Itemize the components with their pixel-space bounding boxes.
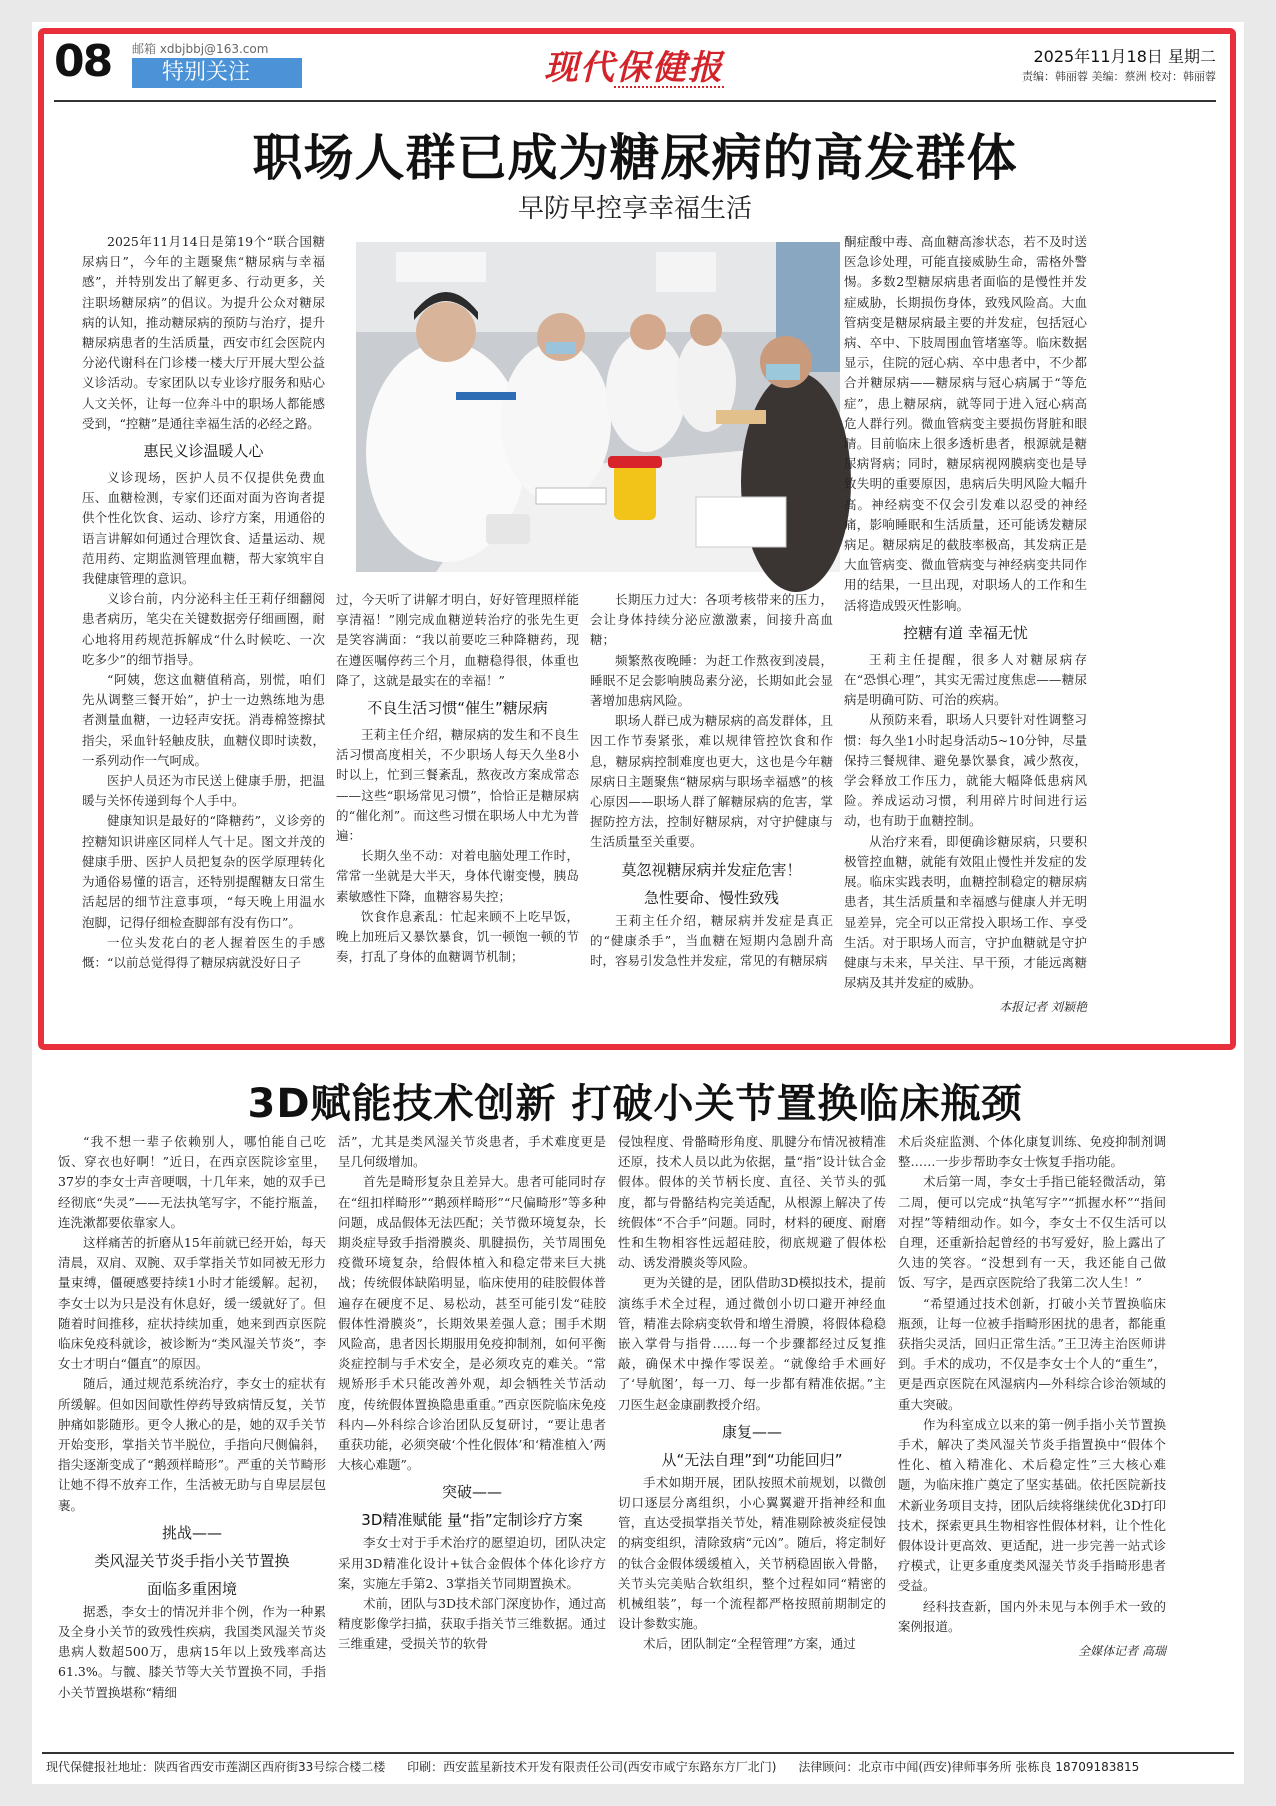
- section-heading: 挑战——: [161, 1523, 222, 1542]
- section-label: 特别关注: [132, 58, 302, 88]
- paragraph: “希望通过技术创新，打破小关节置换临床瓶颈，让每一位被手指畸形困扰的患者，都能重获指尖灵活，回归正常生活。”王卫涛主治医师讲到。手术的成功，不仅是李女士个人的“重生”，更是西京医院在风湿病内—外科综合诊治领域的重大突破。: [898, 1295, 1166, 1412]
- article1-column-3: [590, 590, 833, 969]
- section-heading: 3D精准赋能 量“指”定制诊疗方案: [361, 1511, 583, 1530]
- article1-subhead: 早防早控享幸福生活: [517, 194, 752, 224]
- clinic-photo-image: [356, 242, 840, 572]
- paragraph-continued: 过，今天听了讲解才明白，好好管理照样能享清福！”刚完成血糖逆转治疗的张先生更是笑容满面：“我以前要吃三种降糖药，现在遵医嘱停药三个月，血糖稳得很，体重也降了，这就是最实在的幸福！”: [336, 592, 579, 688]
- section-heading: 类风湿关节炎手指小关节置换: [94, 1551, 290, 1570]
- paragraph: 医护人员还为市民送上健康手册，把温暖与关怀传递到每个人手中。: [82, 773, 325, 809]
- paragraph: 从治疗来看，即便确诊糖尿病，只要积极管控血糖，就能有效阻止慢性并发症的发展。临床实践表明，血糖控制稳定的糖尿病患者，其生活质量和幸福感与健康人并无明显差异，完全可以正常投入职场工作、享受生活。对于职场人而言，守护血糖就是守护健康与未来，早关注、早干预，才能远离糖尿病及其并发症的威胁。: [844, 833, 1087, 991]
- paragraph: 术后第一周，李女士手指已能轻微活动，第二周，便可以完成“执笔写字”“抓握水杯”“指间对捏”等精细动作。如今，李女士不仅生活可以自理，还重新拾起曾经的书写爱好，脸上露出了久违的笑容。“没想到有一天，我还能自己做饭、写字，是西京医院给了我第二次人生！”: [898, 1174, 1166, 1291]
- paragraph: 王莉主任提醒，很多人对糖尿病存在“恐惧心理”，其实无需过度焦虑——糖尿病是明确可防、可治的疾病。: [844, 651, 1087, 708]
- footer-printer: 印刷：西安蓝星新技术开发有限责任公司(西安市咸宁东路东方厂北门): [407, 1760, 777, 1774]
- header-rule: [54, 100, 1216, 102]
- section-heading: 从“无法自理”到“功能回归”: [661, 1450, 843, 1469]
- reporter-byline: 全媒体记者 高瑞: [1078, 1644, 1166, 1659]
- issue-date: 2025年11月18日 星期二: [1033, 47, 1216, 66]
- newspaper-page: [32, 22, 1244, 1784]
- section-heading: 急性要命、慢性致残: [643, 888, 779, 907]
- footer-legal: 法律顾问：北京市中闻(西安)律师事务所 张栋良 18709183815: [798, 1760, 1140, 1774]
- paragraph-continued: 术后炎症监测、个体化康复训练、免疫抑制剂调整……一步步帮助李女士恢复手指功能。: [898, 1134, 1166, 1170]
- page-footer: [46, 1758, 1234, 1775]
- section-heading: 控糖有道 幸福无忧: [903, 623, 1028, 642]
- editor-credits: 责编：韩丽蓉 美编：蔡洲 校对：韩丽蓉: [1022, 70, 1216, 83]
- paragraph: 长期压力过大：各项考核带来的压力，会让身体持续分泌应激激素，间接升高血糖；: [590, 592, 833, 648]
- paragraph: 长期久坐不动：对着电脑处理工作时，常常一坐就是大半天，身体代谢变慢，胰岛素敏感性下降，血糖容易失控；: [336, 848, 579, 904]
- footer-rule: [42, 1752, 1234, 1754]
- paragraph: 随后，通过规范系统治疗，李女士的症状有所缓解。但如因间歇性停药导致病情反复，关节肿痛如影随形。更令人揪心的是，她的双手关节开始变形，掌指关节半脱位，手指向尺侧偏斜，指尖逐渐变成了“鹅颈样畸形”。严重的关节畸形让她不得不放弃工作，生活被无助与自卑层层包裹。: [58, 1376, 326, 1513]
- paragraph: 经科技查新，国内外未见与本例手术一致的案例报道。: [898, 1598, 1166, 1634]
- article1-column-4: [844, 232, 1087, 1015]
- paragraph: 饮食作息紊乱：忙起来顾不上吃早饭，晚上加班后又暴饮暴食，饥一顿饱一顿的节奏，打乱了身体的血糖调节机制；: [336, 908, 579, 965]
- article2-headline: 3D赋能技术创新 打破小关节置换临床瓶颈: [247, 1081, 1023, 1127]
- paragraph: 王莉主任介绍，糖尿病并发症是真正的“健康杀手”，当血糖在短期内急剧升高时，容易引发急性并发症，常见的有糖尿病: [590, 912, 833, 969]
- paragraph-continued: 酮症酸中毒、高血糖高渗状态，若不及时送医急诊处理，可能直接威胁生命，需格外警惕。多数2型糖尿病患者面临的是慢性并发症威胁，长期损伤身体，致残风险高。大血管病变是糖尿病最主要的并发症，包括冠心病、卒中、下肢周围血管堵塞等。临床数据显示，住院的冠心病、卒中患者中，不少都合并糖尿病——糖尿病与冠心病属于“等危症”，患上糖尿病，就等同于进入冠心病高危人群行列。微血管病变主要损伤肾脏和眼睛。目前临床上很多透析患者，根源就是糖尿病肾病；同时，糖尿病视网膜病变也是导致失明的重要原因，患病后失明风险大幅升高。神经病变不仅会引发难以忍受的神经痛，影响睡眠和生活质量，还可能诱发糖尿病足。糖尿病足的截肢率极高，其发病正是大血管病变、微血管病变与神经病变共同作用的结果，一旦出现，对职场人的工作和生活将造成毁灭性影响。: [844, 234, 1087, 613]
- paragraph: 王莉主任介绍，糖尿病的发生和不良生活习惯高度相关，不少职场人每天久坐8小时以上，忙到三餐紊乱，熬夜改方案成常态——这些“职场常见习惯”，恰恰正是糖尿病的“催化剂”。而这些习惯在职场人中尤为普遍：: [336, 727, 579, 844]
- section-heading: 面临多重困境: [146, 1579, 237, 1598]
- paragraph: “阿姨，您这血糖值稍高，别慌，咱们先从调整三餐开始”，护士一边熟练地为患者测量血糖，一边轻声安抚。消毒棉签擦拭指尖，采血针轻触皮肤，血糖仪即时读数，一系列动作一气呵成。: [82, 672, 325, 768]
- article1-column-1: [82, 232, 325, 970]
- paragraph-continued: 活”，尤其是类风湿关节炎患者，手术难度更是呈几何级增加。: [338, 1134, 606, 1170]
- paragraph: 更为关键的是，团队借助3D模拟技术，提前演练手术全过程，通过微创小切口避开神经血管，精准去除病变软骨和增生滑膜，将假体稳稳嵌入掌骨与指骨……每一个步骤都经过反复推敲，确保术中操作零误差。“就像给手术画好了‘导航图’，每一刀、每一步都有精准依据。”主刀医生赵金康副教授介绍。: [618, 1275, 886, 1412]
- section-heading: 不良生活习惯“催生”糖尿病: [367, 699, 548, 718]
- section-heading: 莫忽视糖尿病并发症危害！: [621, 860, 802, 879]
- paragraph: 作为科室成立以来的第一例手指小关节置换手术，解决了类风湿关节炎手指置换中“假体个性化、植入精准化、术后稳定性”三大核心难题，为临床推广奠定了坚实基础。依托医院新技术新业务项目支持，团队后续将继续优化3D打印技术，探索更具生物相容性假体材料，让个性化假体设计更高效、更适配，进一步完善一站式诊疗模式，让更多重度类风湿关节炎手指畸形患者受益。: [898, 1416, 1166, 1594]
- email-address: 邮箱 xdbjbbj@163.com: [132, 42, 269, 56]
- masthead-logo: 现代保健报: [544, 48, 724, 88]
- paragraph: 从预防来看，职场人只要针对性调整习惯：每久坐1小时起身活动5~10分钟，尽量保持三餐规律、避免暴饮暴食，减少熬夜，学会释放工作压力，就能大幅降低患病风险。养成运动习惯，利用碎片时间进行运动，也有助于血糖控制。: [844, 712, 1087, 829]
- paragraph: 术前，团队与3D技术部门深度协作，通过高精度影像学扫描，获取手指关节三维数据。通过三维重建，受损关节的软骨: [338, 1596, 606, 1652]
- reporter-byline: 本报记者 刘颖艳: [999, 1000, 1087, 1015]
- paragraph: 手术如期开展，团队按照术前规划，以微创切口逐层分离组织，小心翼翼避开指神经和血管，直达受损掌指关节处，精准剔除被炎症侵蚀的病变组织，清除致病“元凶”。随后，将定制好的钛合金假体缓缓植入，关节柄稳固嵌入骨骼，关节头完美贴合软组织，整个过程如同“精密的机械组装”，每一个流程都严格按照前期制定的设计参数实施。: [618, 1474, 886, 1632]
- article1-column-2: [336, 590, 579, 965]
- paragraph: 2025年11月14日是第19个“联合国糖尿病日”，今年的主题聚焦“糖尿病与幸福感”，并特别发出了解更多、行动更多，关注职场糖尿病”的倡议。为提升公众对糖尿病的认知，推动糖尿病的预防与治疗，提升糖尿病患者的生活质量，西安市红会医院内分泌代谢科在门诊楼一楼大厅开展大型公益义诊活动。专家团队以专业诊疗服务和贴心人文关怀，让每一位奔斗中的职场人都能感受到，“控糖”是通往幸福生活的必经之路。: [82, 234, 325, 431]
- article2-column-3: [618, 1132, 886, 1738]
- article1-headline: 职场人群已成为糖尿病的高发群体: [252, 129, 1018, 187]
- masthead-underline: [614, 86, 724, 94]
- page-header: [54, 34, 1216, 98]
- section-heading: 康复——: [721, 1422, 782, 1441]
- page-number: 08: [54, 36, 112, 87]
- article2-column-2: [338, 1132, 606, 1738]
- paragraph: 这样痛苦的折磨从15年前就已经开始，每天清晨，双肩、双腕、双手掌指关节如同被无形力量束缚，僵硬感要持续1小时才能缓解。起初，李女士以为只是没有休息好，缓一缓就好了。但随着时间推移，症状持续加重，她来到西京医院临床免疫科就诊，被诊断为“类风湿关节炎”，李女士才明白“僵直”的原因。: [58, 1235, 326, 1372]
- paragraph: 义诊现场，医护人员不仅提供免费血压、血糖检测，专家们还面对面为咨询者提供个性化饮食、运动、诊疗方案，用通俗的语言讲解如何通过合理饮食、适量运动、规范用药、定期监测管理血糖，帮大家筑牢自我健康管理的意识。: [82, 470, 325, 587]
- paragraph: 首先是畸形复杂且差异大。患者可能同时存在“纽扣样畸形”“鹅颈样畸形”“尺偏畸形”等多种问题，成品假体无法匹配；关节微环境复杂，长期炎症导致手指滑膜炎、肌腱损伤，关节周围免疫微环境复杂，给假体植入和稳定带来巨大挑战；传统假体缺陷明显，临床使用的硅胶假体普遍存在硬度不足、易松动，甚至可能引发“硅胶假体性滑膜炎”，长期效果差强人意；围手术期风险高，患者因长期服用免疫抑制剂，如何平衡炎症控制与手术安全，是必须攻克的难关。“常规矫形手术只能改善外观，却会牺牲关节活动度，传统假体置换隐患重重。”西京医院临床免疫科内—外科综合诊治团队反复研讨，“要让患者重获功能，必须突破‘个性化假体’和‘精准植入’两大核心难题”。: [338, 1174, 606, 1473]
- paragraph: 职场人群已成为糖尿病的高发群体，且因工作节奏紧张，难以规律管控饮食和作息，糖尿病控制难度也更大，这也是今年糖尿病日主题聚焦“糖尿病与职场幸福感”的核心原因——职场人群了解糖尿病的危害，掌握防控方法，控制好糖尿病，对守护健康与生活质量至关重要。: [590, 713, 833, 850]
- paragraph: 义诊台前，内分泌科主任王莉仔细翻阅患者病历，笔尖在关键数据旁仔细画圈，耐心地将用药规范拆解成“什么时候吃、一次吃多少”的细节指导。: [82, 591, 325, 667]
- article2-column-4: [898, 1132, 1166, 1738]
- clinic-photo: [356, 242, 840, 572]
- section-heading: 突破——: [441, 1483, 502, 1502]
- paragraph: 健康知识是最好的“降糖药”，义诊旁的控糖知识讲座区同样人气十足。图文并茂的健康手册、医护人员把复杂的医学原理转化为通俗易懂的语言，还特别提醒糖友日常生活起居的细节注意事项，“每天晚上用温水泡脚，记得仔细检查脚部有没有伤口”。: [82, 813, 325, 930]
- paragraph: 李女士对于手术治疗的愿望迫切，团队决定采用3D精准化设计+钛合金假体个体化诊疗方案，实施左手第2、3掌指关节同期置换术。: [338, 1535, 606, 1591]
- paragraph-continued: 侵蚀程度、骨骼畸形角度、肌腱分布情况被精准还原，技术人员以此为依据，量“指”设计钛合金假体。假体的关节柄长度、直径、关节头的弧度，都与骨骼结构完美适配，从根源上解决了传统假体“不合手”问题。同时，材料的硬度、耐磨性和生物相容性远超硅胶，彻底规避了假体松动、诱发滑膜炎等风险。: [618, 1134, 886, 1271]
- footer-address: 现代保健报社地址：陕西省西安市莲湖区西府街33号综合楼二楼: [46, 1760, 386, 1774]
- article2-column-1: [58, 1132, 326, 1738]
- paragraph: “我不想一辈子依赖别人，哪怕能自己吃饭、穿衣也好啊！”近日，在西京医院诊室里，37岁的李女士声音哽咽，十几年来，她的双手已经彻底“失灵”——无法执笔写字，不能拧瓶盖，连洗漱都要依靠家人。: [58, 1134, 326, 1230]
- paragraph: 一位头发花白的老人握着医生的手感慨：“以前总觉得得了糖尿病就没好日子: [82, 934, 325, 970]
- paragraph: 频繁熬夜晚睡：为赶工作熬夜到凌晨，睡眠不足会影响胰岛素分泌，长期如此会显著增加患病风险。: [590, 652, 833, 709]
- paragraph: 术后，团队制定“全程管理”方案，通过: [643, 1636, 856, 1652]
- paragraph: 据悉，李女士的情况并非个例，作为一种累及全身小关节的致残性疾病，我国类风湿关节炎患病人数超500万，患病15年以上致残率高达61.3%。与髋、膝关节等大关节置换不同，手指小关节置换堪称“精细: [58, 1603, 326, 1700]
- section-heading: 惠民义诊温暖人心: [143, 442, 264, 461]
